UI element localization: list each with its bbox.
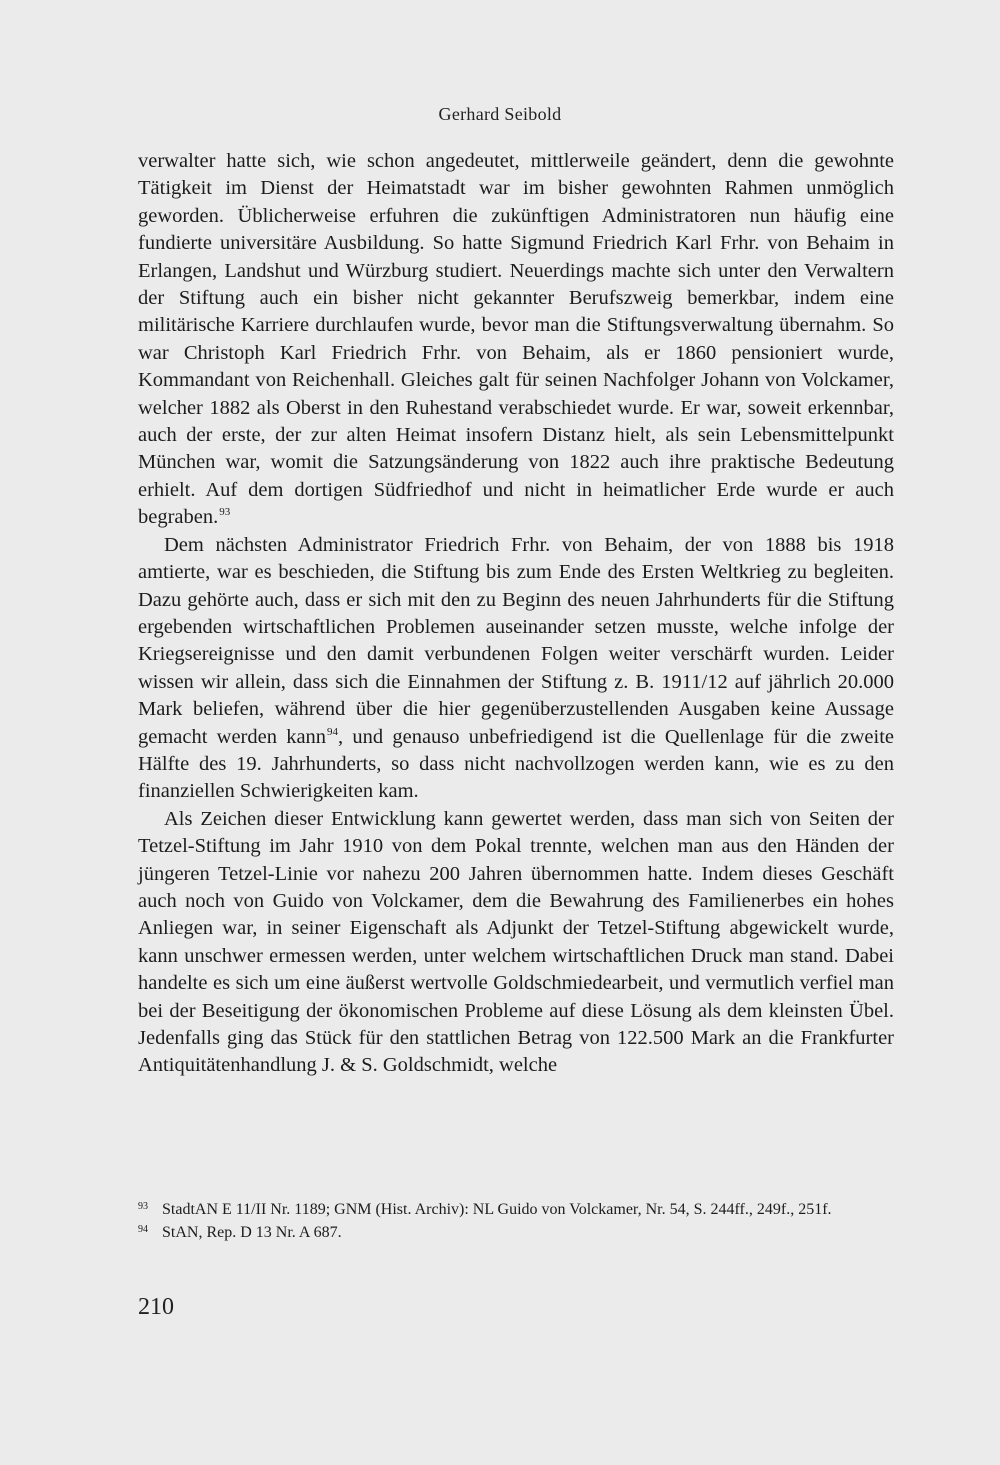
- footnote-text: StadtAN E 11/II Nr. 1189; GNM (Hist. Archiv): NL Guido von Volckamer, Nr. 54, S. 244ff., 249f., 251f.: [162, 1201, 832, 1218]
- footnote-93: [138, 1200, 894, 1221]
- paragraph-1-text: verwalter hatte sich, wie schon angedeutet, mittlerweile geändert, denn die gewohnte Tätigkeit im Dienst der Heimatstadt war im bisher gewohnten Rahmen unmöglich geworden. Üblicherweise erfuhren die zukünftigen Administratoren nun häufig eine fundierte universitäre Ausbildung. So hatte Sigmund Friedrich Karl Frhr. von Behaim in Erlangen, Landshut und Würzburg studiert. Neuerdings machte sich unter den Verwaltern der Stiftung auch ein bisher nicht gekannter Berufszweig bemerkbar, indem eine militärische Karriere durchlaufen wurde, bevor man die Stiftungsverwaltung übernahm. So war Christoph Karl Friedrich Frhr. von Behaim, als er 1860 pensioniert wurde, Kommandant von Reichenhall. Gleiches galt für seinen Nachfolger Johann von Volckamer, welcher 1882 als Oberst in den Ruhestand verabschiedet wurde. Er war, soweit erkennbar, auch der erste, der zur alten Heimat insofern Distanz hielt, als sein Lebensmittelpunkt München war, womit die Satzungsänderung von 1822 auch ihre praktische Bedeutung erhielt. Auf dem dortigen Südfriedhof und nicht in heimatlicher Erde wurde er auch begraben.: [138, 150, 894, 529]
- footnote-number: 93: [138, 1201, 148, 1212]
- paragraph-2-text: Dem nächsten Administrator Friedrich Frhr. von Behaim, der von 1888 bis 1918 amtierte, war es beschieden, die Stiftung bis zum Ende des Ersten Weltkrieg zu begleiten. Dazu gehörte auch, dass er sich mit den zu Beginn des neuen Jahrhunderts für die Stiftung ergebenden wirtschaftlichen Problemen auseinander setzen musste, welche infolge der Kriegsereignisse und den damit verbundenen Folgen weiter verschärft wurden. Leider wissen wir allein, dass sich die Einnahmen der Stiftung z. B. 1911/12 auf jährlich 20.000 Mark beliefen, während über die hier gegenüberzustellenden Ausgaben keine Aussage gemacht werden kann: [138, 533, 894, 748]
- footnote-text: StAN, Rep. D 13 Nr. A 687.: [162, 1223, 342, 1241]
- footnote-ref-94: 94: [327, 725, 339, 738]
- paragraph-3-text: Als Zeichen dieser Entwicklung kann gewertet werden, dass man sich von Seiten der Tetzel-Stiftung im Jahr 1910 von dem Pokal trennte, welchen man aus den Händen der jüngeren Tetzel-Linie vor nahezu 200 Jahren übernommen hatte. Indem dieses Geschäft auch noch von Guido von Volckamer, dem die Bewahrung des Familienerbes ein hohes Anliegen war, in seiner Eigenschaft als Adjunkt der Tetzel-Stiftung abgewickelt wurde, kann unschwer ermessen werden, unter welchem wirtschaftlichen Druck man stand. Dabei handelte es sich um eine äußerst wertvolle Goldschmiedearbeit, und vermutlich verfiel man bei der Beseitigung der ökonomischen Probleme auf diese Lösung als dem kleinsten Übel. Jedenfalls ging das Stück für den stattlichen Betrag von 122.500 Mark an die Frankfurter Antiquitätenhandlung J. & S. Goldschmidt, welche: [138, 807, 894, 1077]
- page-number: 210: [138, 1294, 174, 1320]
- paragraph-1: [138, 148, 894, 532]
- running-head: Gerhard Seibold: [438, 104, 562, 124]
- paragraph-2-after: , und genauso unbefriedigend ist die Quellenlage für die zweite Hälfte des 19. Jahrhunderts, so dass nicht nachvollzogen werden kann, wie es zu den finanziellen Schwierigkeiten kam.: [138, 725, 894, 803]
- footnotes: [138, 1200, 894, 1245]
- footnote-94: [138, 1223, 894, 1244]
- paragraph-3: [138, 806, 894, 1080]
- body-text: [138, 148, 894, 1080]
- footnote-number: 94: [138, 1223, 148, 1235]
- paragraph-2: [138, 532, 894, 806]
- footnote-ref-93: 93: [219, 506, 231, 519]
